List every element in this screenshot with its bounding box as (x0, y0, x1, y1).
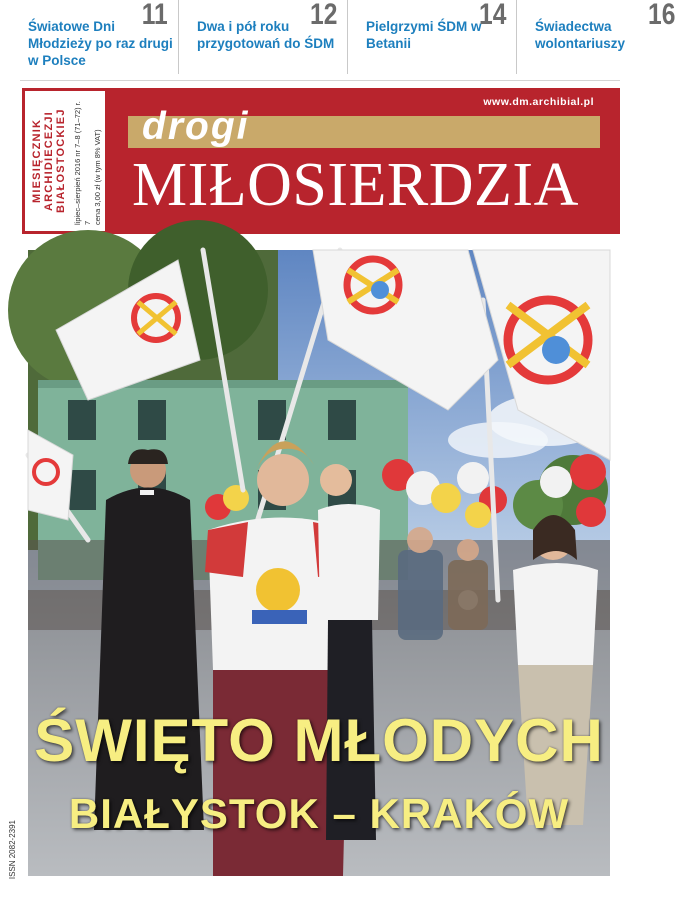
issn-label: ISSN 2082-2391 (8, 820, 17, 880)
publisher-label: MIESIĘCZNIK ARCHIDIECEZJI BIAŁOSTOCKIEJ (31, 108, 67, 214)
teaser-text: Światowe Dni Młodzieży po raz drugi w Polsce (28, 19, 173, 68)
teaser-page-number: 11 (141, 0, 168, 31)
teaser-text: Pielgrzymi ŚDM w Betanii (366, 19, 482, 51)
cover-subheadline: BIAŁYSTOK – KRAKÓW (68, 790, 570, 837)
website-link[interactable]: www.dm.archibial.pl (483, 96, 594, 108)
teaser-page-number: 12 (309, 0, 337, 31)
side-panel (22, 88, 108, 234)
teaser-page-number: 16 (647, 0, 675, 31)
masthead-title: MIŁOSIERDZIA (132, 151, 579, 219)
issue-number: lipiec–sierpień 2016 nr 7–8 (71–72) r. 7 (73, 101, 92, 225)
issue-price: cena 3,00 zł (w tym 8% VAT) (93, 129, 102, 225)
teaser-strip (0, 0, 675, 74)
cover-photo (28, 250, 610, 876)
teaser-page-number: 14 (478, 0, 506, 31)
cover-headline: ŚWIĘTO MŁODYCH (34, 707, 604, 774)
issue-info (73, 97, 103, 225)
teaser-text: Dwa i pół roku przygotowań do ŚDM (197, 19, 335, 51)
teaser-item[interactable] (516, 0, 685, 74)
teaser-item[interactable] (178, 0, 347, 74)
teaser-item[interactable] (347, 0, 516, 74)
masthead (22, 88, 620, 234)
masthead-subtitle: drogi (142, 105, 250, 148)
divider (20, 80, 620, 81)
teaser-text: Świadectwa wolontariuszy (535, 19, 626, 51)
teaser-item[interactable] (0, 0, 178, 74)
cover-illustration (28, 250, 610, 876)
